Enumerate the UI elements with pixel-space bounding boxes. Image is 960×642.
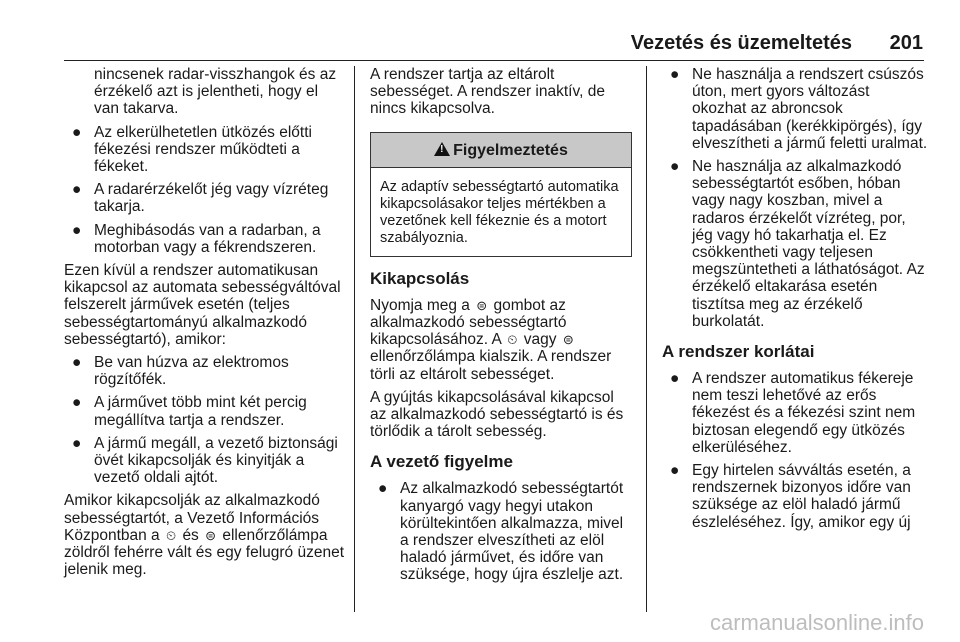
- list-item: ● Az alkalmazkodó sebességtartót kanyargó vagy hegyi utakon körültekintően alkalmazza, mivel a rendszer elveszítheti az elöl haladó járművet, és időre van szüksége, hogy újra észlelje azt.: [378, 480, 624, 584]
- list-item: ● Meghibásodás van a radarban, a motorban vagy a fékrendszeren.: [72, 221, 321, 256]
- section-heading: Kikapcsolás: [370, 268, 470, 288]
- warning-text: Az adaptív sebességtartó automatika kikapcsolásakor teljes mértékben a vezetőnek kell fékeznie és a motort szabályoznia.: [380, 178, 619, 246]
- list-item: ● A radarérzékelőt jég vagy vízréteg takarja.: [72, 181, 329, 216]
- column-1: [64, 66, 346, 584]
- adaptive-cruise-icon: ⊜: [205, 527, 217, 543]
- list-item: ● Ne használja a rendszert csúszós úton, mert gyors változást okozhat az abroncsok tapadásában (kerékkipörgés), így elveszítheti a jármű feletti uralmat.: [670, 66, 928, 152]
- paragraph: Nyomja meg a ⊜ gombot az alkalmazkodó sebességtartó kikapcsolásához. A ⏲ vagy ⊜ ellenőrzőlámpa kialszik. A rendszer törli az eltárolt sebességet.: [370, 296, 612, 383]
- column-divider: [354, 66, 355, 612]
- list-item: ● Ne használja az alkalmazkodó sebességtartót esőben, hóban vagy nagy koszban, mivel a radaros érzékelőt vízréteg, por, jég vagy hó takarhatja el. Ez csökkentheti vagy teljesen megszüntetheti a láthatóságot. Az érzékelő eltakarása esetén tisztítsa meg az érzékelő burkolatát.: [670, 158, 925, 330]
- list-item: ● A járművet több mint két percig megállítva tartja a rendszer.: [72, 394, 307, 429]
- adaptive-cruise-icon: ⊜: [476, 297, 488, 313]
- warning-box: [370, 132, 632, 257]
- cruise-control-icon: ⏲: [165, 527, 177, 543]
- continued-text: nincsenek radar-visszhangok és az érzékelő azt is jelentheti, hogy el van takarva.: [94, 66, 337, 118]
- list-item: ● A rendszer automatikus fékereje nem teszi lehetővé az erős fékezést és a fékezési szint nem biztosan elegendő egy ütközés elkerüléséhez.: [670, 370, 916, 456]
- adaptive-cruise-icon: ⊜: [562, 332, 574, 348]
- paragraph: A rendszer tartja az eltárolt sebességet. A rendszer inaktív, de nincs kikapcsolva.: [370, 66, 605, 118]
- warning-header: !Figyelmeztetés: [371, 133, 631, 168]
- list-item: ● Az elkerülhetetlen ütközés előtti fékezési rendszer működteti a fékeket.: [72, 123, 312, 176]
- column-2: [370, 66, 632, 590]
- column-divider: [646, 66, 647, 612]
- section-heading: A vezető figyelme: [370, 452, 513, 472]
- page-header-title: Vezetés és üzemeltetés: [630, 32, 852, 54]
- section-heading: A rendszer korlátai: [662, 342, 815, 362]
- cruise-control-icon: ⏲: [507, 332, 518, 348]
- header-rule: [64, 60, 924, 61]
- list-item: ● A jármű megáll, a vezető biztonsági övét kikapcsolják és kinyitják a vezető oldali ajtót.: [72, 434, 338, 487]
- list-item: ● Egy hirtelen sávváltás esetén, a rendszernek bizonyos időre van szüksége az elöl haladó jármű észleléséhez. Így, amikor egy új: [670, 462, 911, 531]
- paragraph: Ezen kívül a rendszer automatikusan kikapcsol az automata sebességváltóval felszerelt járművek esetén (teljes sebességtartományú alkalmazkodó sebességtartó), amikor:: [64, 262, 341, 348]
- page-number: 201: [889, 32, 923, 54]
- paragraph: Amikor kikapcsolják az alkalmazkodó sebességtartót, a Vezető Információs Központban a ⏲ és ⊜ ellenőrzőlámpa zöldről fehérre vált és egy felugró üzenet jelenik meg.: [64, 492, 345, 579]
- warning-triangle-icon: [434, 142, 450, 156]
- watermark: carmanualsonline.info: [709, 610, 924, 635]
- paragraph: A gyújtás kikapcsolásával kikapcsol az alkalmazkodó sebességtartó is és törlődik a tárolt sebesség.: [370, 388, 624, 441]
- column-3: [662, 66, 928, 537]
- list-item: ● Be van húzva az elektromos rögzítőfék.: [72, 354, 289, 389]
